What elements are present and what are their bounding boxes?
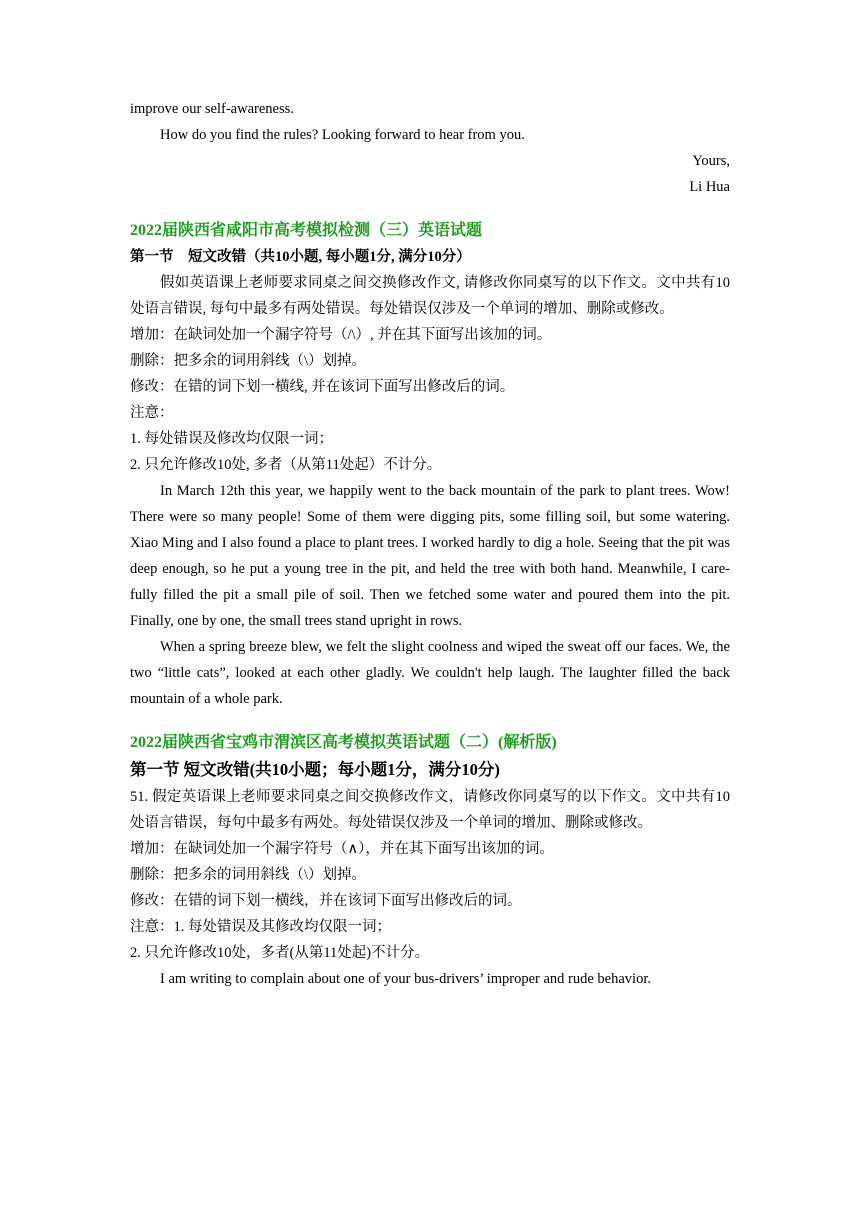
note-item: 1. 每处错误及修改均仅限一词； bbox=[130, 431, 333, 447]
instruction-paragraph: 假如英语课上老师要求同桌之间交换修改作文, 请修改你同桌写的以下作文。文中共有10 处语言错误, 每句中最多有两处错误。每处错误仅涉及一个单词的增加、删除或修改。 bbox=[130, 275, 730, 317]
instruction-paragraph: 51. 假定英语课上老师要求同桌之间交换修改作文，请修改你同桌写的以下作文。文中共有10处语言错误，每句中最多有两处。每处错误仅涉及一个单词的增加、删除或修改。 bbox=[130, 789, 730, 831]
letter-line: improve our self-awareness. bbox=[130, 101, 294, 117]
passage-paragraph: In March 12th this year, we happily went to the back mountain of the park to plant trees. Wow! There were so many people! Some of them were digging pits, some filling soil, but some watering. Xiao Ming and I also found a place to plant trees. I worked hardly to dig a hole. Seeing that the pit was deep enough, so he put a young tree in the pit, and held the tree with both hand. Meanwhile, I care-fully filled the pit a small pile of soil. Then we fetched some water and poured them into the pit. Finally, one by one, the small trees stand upright in rows. bbox=[130, 483, 730, 629]
note-label: 注意： bbox=[130, 405, 174, 421]
note-item: 2. 只允许修改10处，多者(从第11处起)不计分。 bbox=[130, 945, 430, 961]
instruction-modify: 修改：在错的词下划一横线，并在该词下面写出修改后的词。 bbox=[130, 893, 522, 909]
passage-paragraph: When a spring breeze blew, we felt the slight coolness and wiped the sweat off our faces. We, the two “little cats”, looked at each other gladly. We couldn't help laugh. The laughter filled the back mountain of a whole park. bbox=[130, 639, 730, 707]
section-subtitle: 第一节 短文改错（共10小题, 每小题1分, 满分10分） bbox=[130, 249, 471, 265]
instruction-add: 增加：在缺词处加一个漏字符号（∧），并在其下面写出该加的词。 bbox=[130, 841, 554, 857]
document-content bbox=[130, 96, 730, 992]
instruction-delete: 删除：把多余的词用斜线（\）划掉。 bbox=[130, 867, 367, 883]
note-item: 注意：1. 每处错误及其修改均仅限一词； bbox=[130, 919, 391, 935]
passage-paragraph: I am writing to complain about one of your bus-drivers’ improper and rude behavior. bbox=[160, 971, 651, 987]
letter-line: How do you find the rules? Looking forward to hear from you. bbox=[160, 127, 525, 143]
section-title: 2022届陕西省咸阳市高考模拟检测（三）英语试题 bbox=[130, 222, 483, 239]
instruction-modify: 修改：在错的词下划一横线, 并在该词下面写出修改后的词。 bbox=[130, 379, 515, 395]
note-item: 2. 只允许修改10处, 多者（从第11处起）不计分。 bbox=[130, 457, 442, 473]
section-subtitle: 第一节 短文改错(共10小题；每小题1分，满分10分) bbox=[130, 760, 500, 779]
instruction-delete: 删除：把多余的词用斜线（\）划掉。 bbox=[130, 353, 367, 369]
instruction-add: 增加：在缺词处加一个漏字符号（/\）, 并在其下面写出该加的词。 bbox=[130, 327, 552, 343]
letter-closing: Yours, bbox=[692, 153, 730, 169]
letter-signature: Li Hua bbox=[689, 179, 730, 195]
section-title: 2022届陕西省宝鸡市渭滨区高考模拟英语试题（二）(解析版) bbox=[130, 734, 557, 751]
